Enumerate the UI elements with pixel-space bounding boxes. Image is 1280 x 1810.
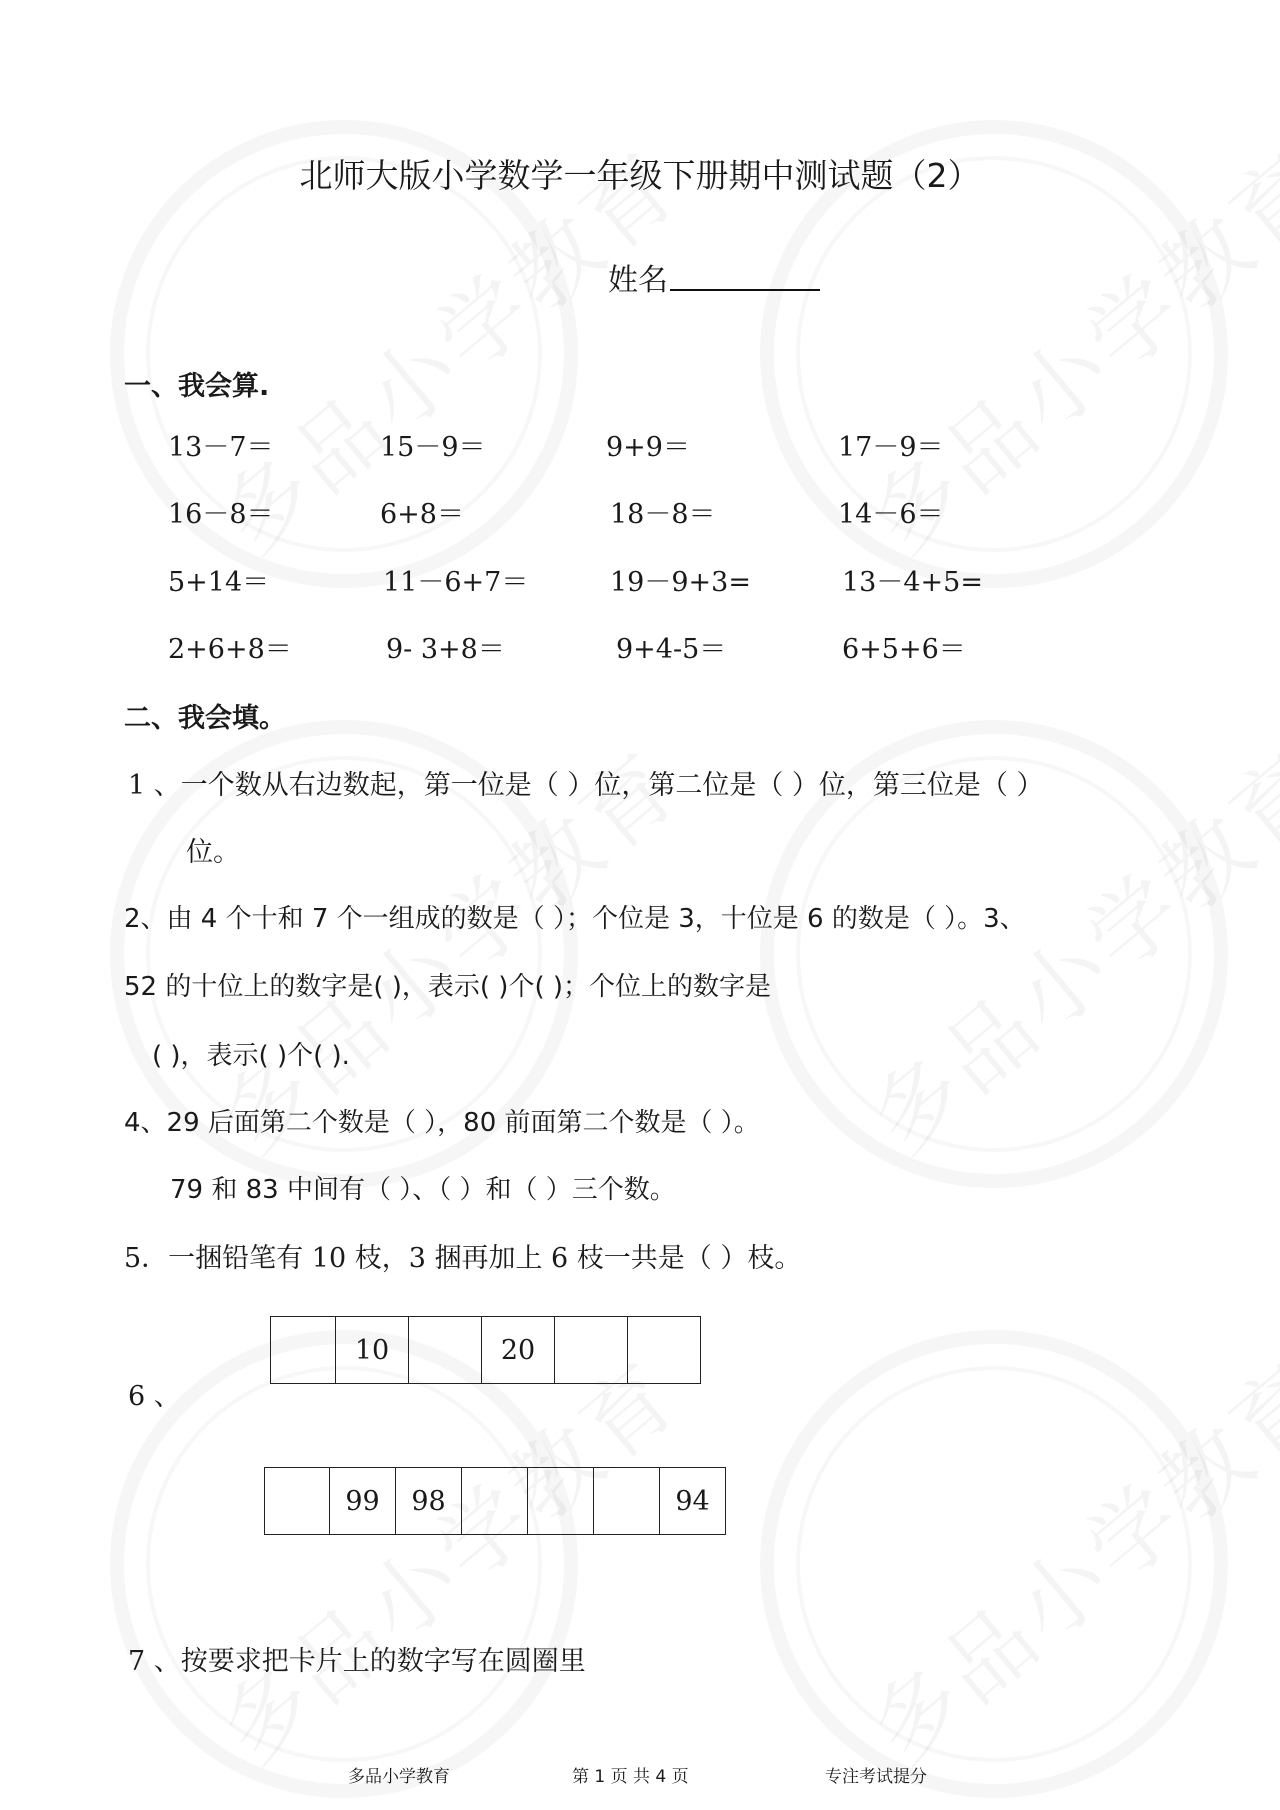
number-grid-row2 bbox=[264, 1467, 726, 1535]
question-2: 2、由 4 个十和 7 个一组成的数是（ ）；个位是 3，十位是 6 的数是（ ）。3、 bbox=[124, 904, 1026, 934]
grid-cell[interactable] bbox=[594, 1468, 660, 1535]
equation: 13－4+5= bbox=[842, 567, 983, 598]
grid-cell[interactable] bbox=[628, 1317, 701, 1384]
question-4-continued: 79 和 83 中间有（ ）、（ ）和（ ）三个数。 bbox=[170, 1175, 676, 1205]
question-3: 52 的十位上的数字是( )，表示( )个( )；个位上的数字是 bbox=[124, 972, 772, 1002]
grid-cell[interactable] bbox=[265, 1468, 330, 1535]
name-blank[interactable] bbox=[670, 289, 820, 291]
grid-cell[interactable] bbox=[528, 1468, 594, 1535]
question-6-label: 6 、 bbox=[128, 1381, 181, 1412]
number-grid-row1 bbox=[270, 1316, 701, 1384]
equation: 5+14＝ bbox=[168, 567, 270, 598]
equation: 11－6+7＝ bbox=[383, 567, 529, 598]
equation: 2+6+8＝ bbox=[168, 634, 292, 665]
grid-cell[interactable] bbox=[271, 1317, 336, 1384]
grid-cell: 10 bbox=[336, 1317, 409, 1384]
equation: 18－8＝ bbox=[610, 499, 716, 530]
question-1: 1 、一个数从右边数起，第一位是（ ）位，第二位是（ ）位，第三位是（ ） bbox=[128, 770, 1044, 801]
equation: 6+5+6＝ bbox=[842, 634, 966, 665]
name-label: 姓名 bbox=[608, 263, 668, 298]
footer-page-number: 第 1 页 共 4 页 bbox=[572, 1767, 689, 1787]
question-7: 7 、按要求把卡片上的数字写在圆圈里 bbox=[128, 1646, 586, 1677]
section1-heading: 一、我会算. bbox=[124, 371, 270, 402]
equation: 9- 3+8＝ bbox=[386, 634, 505, 665]
grid-cell[interactable] bbox=[555, 1317, 628, 1384]
equation: 17－9＝ bbox=[838, 432, 944, 463]
equation: 15－9＝ bbox=[380, 432, 486, 463]
grid-cell[interactable] bbox=[462, 1468, 528, 1535]
equation: 19－9+3= bbox=[610, 567, 751, 598]
grid-cell: 94 bbox=[660, 1468, 726, 1535]
grid-cell[interactable] bbox=[409, 1317, 482, 1384]
grid-cell: 99 bbox=[330, 1468, 396, 1535]
equation: 13－7＝ bbox=[168, 432, 274, 463]
equation: 9+9＝ bbox=[606, 432, 690, 463]
question-4: 4、29 后面第二个数是（ ），80 前面第二个数是（ ）。 bbox=[124, 1108, 760, 1138]
equation: 9+4-5＝ bbox=[616, 634, 727, 665]
equation: 14－6＝ bbox=[838, 499, 944, 530]
watermark-seal bbox=[760, 1330, 1228, 1798]
footer-left: 多品小学教育 bbox=[348, 1767, 450, 1787]
section2-heading: 二、我会填。 bbox=[124, 703, 286, 734]
question-5: 5．一捆铅笔有 10 枝，3 捆再加上 6 枝一共是（ ）枝。 bbox=[124, 1243, 802, 1274]
grid-cell: 98 bbox=[396, 1468, 462, 1535]
grid-cell: 20 bbox=[482, 1317, 555, 1384]
equation: 6+8＝ bbox=[380, 499, 464, 530]
question-1-continued: 位。 bbox=[186, 837, 240, 868]
question-3-continued: ( )，表示( )个( ). bbox=[152, 1041, 350, 1071]
equation: 16－8＝ bbox=[168, 499, 274, 530]
document-title: 北师大版小学数学一年级下册期中测试题（2） bbox=[299, 156, 981, 195]
footer-right: 专注考试提分 bbox=[825, 1767, 927, 1787]
